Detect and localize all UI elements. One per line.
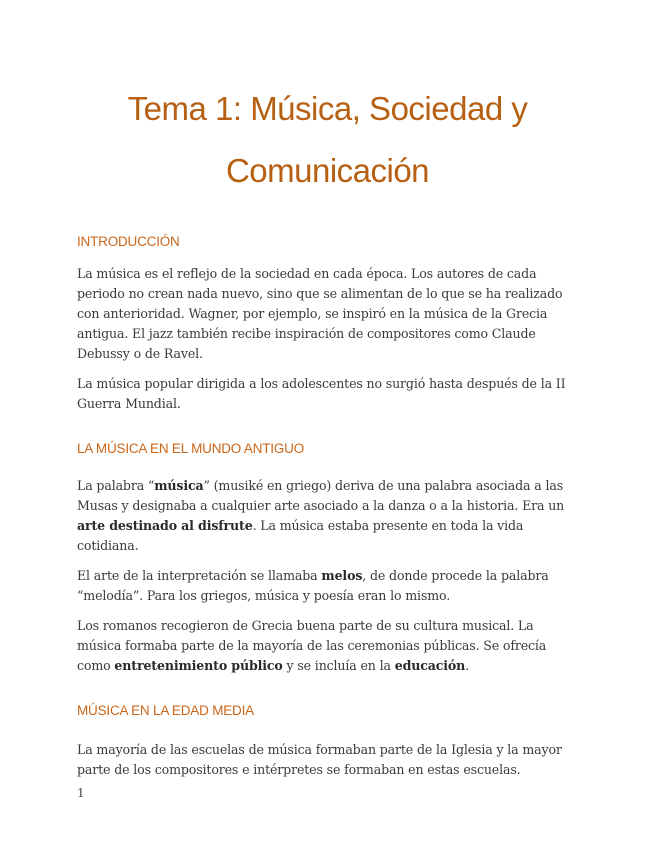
title-line-1: Tema 1: Música, Sociedad y bbox=[127, 90, 528, 127]
paragraph: La música es el reflejo de la sociedad en cada época. Los autores de cada periodo no crean nada nuevo, sino que se alimentan de lo que se ha realizado con anterioridad. Wagner, por ejemplo, se inspiró en la música de la Grecia antigua. El jazz también recibe inspiración de compositores como Claude Debussy o de Ravel. bbox=[77, 266, 563, 361]
paragraph bbox=[77, 476, 577, 556]
section-heading-edad-media: MÚSICA EN LA EDAD MEDIA bbox=[77, 703, 254, 718]
text-run: ” (musiké en griego) deriva de una palabra asociada a las Musas y designaba a cualquier arte asociado a la danza o a la historia. Era un bbox=[77, 478, 565, 513]
bold-text: entretenimiento público bbox=[114, 658, 283, 673]
text-run: y se incluía en la bbox=[282, 658, 395, 673]
page-number: 1 bbox=[77, 786, 85, 800]
section-heading-introduccion: INTRODUCCIÓN bbox=[77, 234, 180, 249]
paragraph: La música popular dirigida a los adolescentes no surgió hasta después de la II Guerra Mundial. bbox=[77, 376, 566, 411]
paragraph bbox=[77, 616, 577, 676]
paragraph bbox=[77, 566, 577, 606]
text-run: . La música estaba presente en toda la vida cotidiana. bbox=[77, 518, 524, 553]
section-heading-mundo-antiguo: LA MÚSICA EN EL MUNDO ANTIGUO bbox=[77, 441, 304, 456]
text-run: Los romanos recogieron de Grecia buena parte de su cultura musical. La música formaba parte de la mayoría de las ceremonias públicas. Se ofrecía como bbox=[77, 618, 547, 673]
title-line-2: Comunicación bbox=[225, 152, 430, 189]
text-run: El arte de la interpretación se llamaba bbox=[77, 568, 322, 583]
paragraph: La mayoría de las escuelas de música formaban parte de la Iglesia y la mayor parte de los compositores e intérpretes se formaban en estas escuelas. bbox=[77, 742, 562, 777]
text-run: La palabra “ bbox=[77, 478, 155, 493]
bold-text: melos bbox=[321, 568, 363, 583]
text-run: . bbox=[465, 658, 470, 673]
document-body bbox=[77, 234, 577, 780]
bold-text: música bbox=[154, 478, 204, 493]
text-run: , de donde procede la palabra “melodía”. Para los griegos, música y poesía eran lo mismo. bbox=[77, 568, 549, 603]
bold-text: arte destinado al disfrute bbox=[77, 518, 253, 533]
bold-text: educación bbox=[394, 658, 466, 673]
document-title bbox=[0, 78, 655, 202]
